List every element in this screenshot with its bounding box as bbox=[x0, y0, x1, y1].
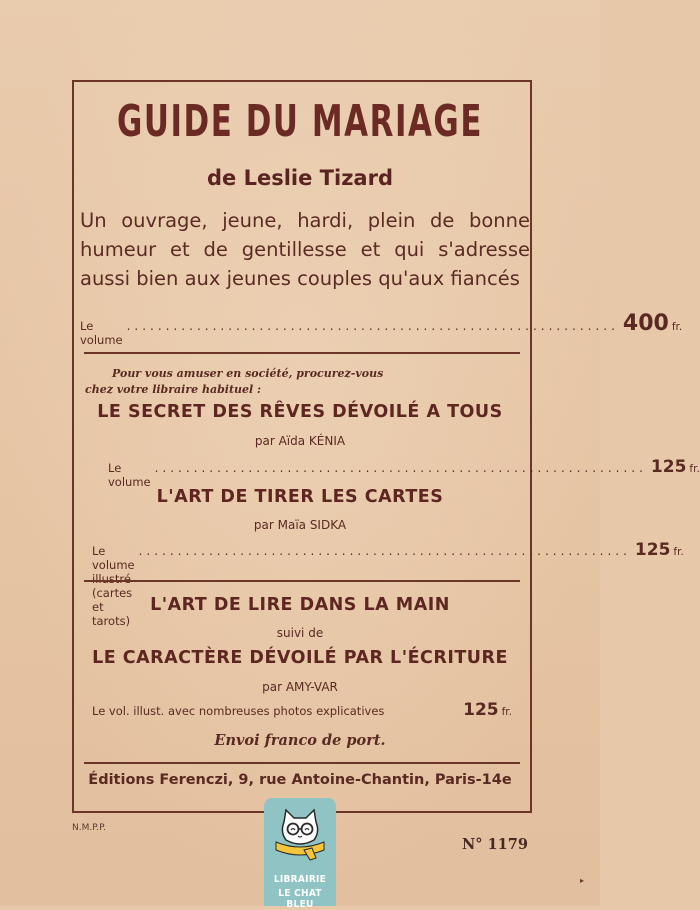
shipping-note: Envoi franco de port. bbox=[214, 732, 386, 749]
dot-leader: ............................................................... bbox=[138, 544, 631, 558]
price-value: 125 bbox=[634, 540, 671, 560]
promo-line-1: Pour vous amuser en société, procurez-vous bbox=[112, 367, 384, 380]
badge-line-2: LE CHAT BLEU bbox=[278, 888, 322, 910]
bookshop-badge bbox=[264, 798, 336, 910]
price-value: 400 bbox=[622, 311, 669, 336]
badge-line-1: LIBRAIRIE bbox=[273, 874, 327, 885]
price-label: Le volume bbox=[108, 461, 151, 489]
divider bbox=[84, 762, 520, 764]
book3-title: L'ART DE LIRE DANS LA MAIN bbox=[150, 595, 450, 615]
price-label: Le volume illustré (cartes et tarots) bbox=[92, 544, 135, 628]
book3-author: par AMY-VAR bbox=[262, 680, 338, 694]
dot-leader: ............................................................... bbox=[126, 319, 619, 333]
price-currency: fr. bbox=[689, 463, 700, 475]
price-currency: fr. bbox=[671, 321, 683, 333]
publisher-address: Éditions Ferenczi, 9, rue Antoine-Chantin, Paris-14e bbox=[88, 772, 512, 788]
price-currency: fr. bbox=[501, 706, 512, 718]
book-description: Un ouvrage, jeune, hardi, plein de bonne humeur et de gentillesse et qui s'adresse aussi bien aux jeunes couples qu'aux fiancés bbox=[80, 209, 530, 290]
book3-subtitle: LE CARACTÈRE DÉVOILÉ PAR L'ÉCRITURE bbox=[92, 648, 508, 668]
book-author: de Leslie Tizard bbox=[207, 166, 393, 190]
book1-title: LE SECRET DES RÊVES DÉVOILÉ A TOUS bbox=[97, 402, 503, 422]
promo-line-2: chez votre libraire habituel : bbox=[85, 383, 262, 396]
dot-leader: ............................................................... bbox=[154, 461, 647, 475]
corner-mark: ▸ bbox=[580, 876, 585, 885]
distributor-mark: N.M.P.P. bbox=[72, 823, 106, 833]
catalog-number: N° 1179 bbox=[462, 836, 528, 853]
scarf-icon bbox=[274, 838, 326, 860]
price-label: Le volume bbox=[80, 319, 123, 347]
price-value: 125 bbox=[463, 700, 499, 720]
price-line-book1 bbox=[108, 457, 700, 489]
book3-joiner: suivi de bbox=[276, 626, 324, 640]
price-currency: fr. bbox=[673, 546, 684, 558]
price-line-book3 bbox=[92, 700, 512, 720]
book2-title: L'ART DE TIRER LES CARTES bbox=[156, 487, 444, 507]
book2-author: par Maïa SIDKA bbox=[253, 518, 347, 532]
price-label: Le vol. illust. avec nombreuses photos explicatives bbox=[92, 704, 385, 718]
divider bbox=[84, 352, 520, 354]
book1-author: par Aïda KÉNIA bbox=[254, 434, 346, 448]
page-title: GUIDE DU MARIAGE bbox=[116, 96, 483, 147]
price-line-main bbox=[80, 311, 683, 347]
divider bbox=[84, 580, 520, 582]
promo-text bbox=[85, 366, 384, 398]
price-value: 125 bbox=[650, 457, 687, 477]
